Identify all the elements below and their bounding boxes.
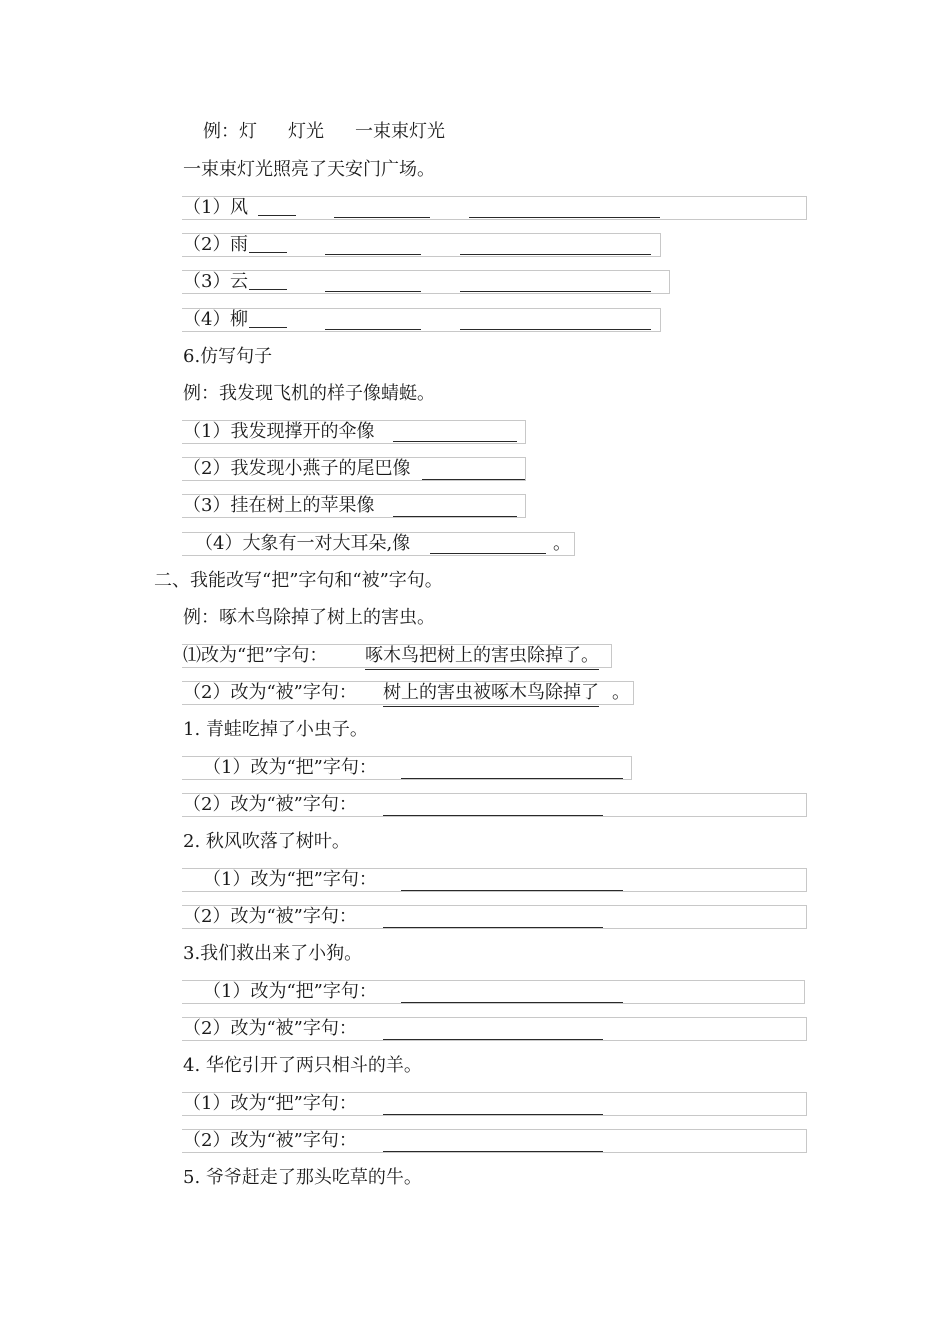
- q1-ba-blank[interactable]: [401, 778, 623, 779]
- question-3: 3.我们救出来了小狗。: [183, 943, 363, 964]
- word-num-4: （4）: [183, 309, 231, 330]
- sentence-prompt-2: （2）我发现小燕子的尾巴像: [183, 458, 411, 479]
- word-char-4: 柳: [230, 309, 248, 330]
- sentence-end-4: 。: [553, 533, 571, 554]
- q4-ba-label: （1）改为“把”字句：: [183, 1093, 357, 1114]
- q2-ba-blank[interactable]: [401, 890, 623, 891]
- word-num-3: （3）: [183, 271, 231, 292]
- example-bei-label: （2）改为“被”字句：: [183, 682, 357, 703]
- word-blank-2a[interactable]: [249, 252, 287, 253]
- word-num-1: （1）: [183, 197, 231, 218]
- q2-bei-blank[interactable]: [383, 927, 603, 928]
- q1-bei-blank[interactable]: [383, 815, 603, 816]
- word-blank-4b[interactable]: [325, 329, 421, 330]
- word-blank-1b[interactable]: [334, 217, 430, 218]
- q3-bei-label: （2）改为“被”字句：: [183, 1018, 357, 1039]
- word-blank-3b[interactable]: [325, 291, 421, 292]
- word-char-2: 雨: [230, 234, 248, 255]
- sentence-blank-3[interactable]: [393, 516, 517, 517]
- q3-ba-blank[interactable]: [401, 1002, 623, 1003]
- question-4: 4. 华佗引开了两只相斗的羊。: [183, 1055, 422, 1076]
- example-label: 例：灯: [203, 121, 257, 142]
- sentence-blank-2[interactable]: [422, 479, 525, 480]
- sentence-prompt-4: （4）大象有一对大耳朵,像: [195, 533, 411, 554]
- example-bei-end: 。: [612, 682, 630, 703]
- q4-bei-label: （2）改为“被”字句：: [183, 1130, 357, 1151]
- word-num-2: （2）: [183, 234, 231, 255]
- q3-bei-blank[interactable]: [383, 1039, 603, 1040]
- q1-bei-label: （2）改为“被”字句：: [183, 794, 357, 815]
- word-blank-3c[interactable]: [460, 291, 651, 292]
- sentence-prompt-1: （1）我发现撑开的伞像: [183, 421, 375, 442]
- q2-ba-label: （1）改为“把”字句：: [203, 869, 377, 890]
- question-1: 1. 青蛙吃掉了小虫子。: [183, 719, 368, 740]
- word-char-3: 云: [230, 271, 248, 292]
- example-word-3: 一束束灯光: [355, 121, 445, 142]
- example-ba-label: ⑴改为“把”字句：: [183, 645, 328, 666]
- q1-ba-label: （1）改为“把”字句：: [203, 757, 377, 778]
- sentence-blank-1[interactable]: [393, 441, 517, 442]
- example-word-2: 灯光: [288, 121, 324, 142]
- word-blank-4c[interactable]: [460, 329, 651, 330]
- word-blank-4a[interactable]: [249, 327, 287, 328]
- word-blank-2c[interactable]: [460, 254, 651, 255]
- q4-bei-blank[interactable]: [383, 1151, 603, 1152]
- word-blank-1a[interactable]: [258, 215, 296, 216]
- q3-ba-label: （1）改为“把”字句：: [203, 981, 377, 1002]
- example-ba-answer: 啄木鸟把树上的害虫除掉了。: [365, 644, 599, 670]
- sentence-blank-4[interactable]: [430, 553, 546, 554]
- section2-title: 二、我能改写“把”字句和“被”字句。: [154, 570, 443, 591]
- example-bei-answer: 树上的害虫被啄木鸟除掉了: [383, 681, 599, 707]
- word-blank-3a[interactable]: [249, 289, 287, 290]
- example-sentence: 一束束灯光照亮了天安门广场。: [183, 159, 435, 180]
- section6-title: 6.仿写句子: [183, 346, 273, 367]
- word-blank-1c[interactable]: [469, 217, 660, 218]
- section6-example: 例：我发现飞机的样子像蜻蜓。: [183, 383, 435, 404]
- q2-bei-label: （2）改为“被”字句：: [183, 906, 357, 927]
- question-5: 5. 爷爷赶走了那头吃草的牛。: [183, 1167, 422, 1188]
- sentence-prompt-3: （3）挂在树上的苹果像: [183, 495, 375, 516]
- q4-ba-blank[interactable]: [383, 1114, 603, 1115]
- question-2: 2. 秋风吹落了树叶。: [183, 831, 350, 852]
- word-char-1: 风: [230, 197, 248, 218]
- section2-example: 例：啄木鸟除掉了树上的害虫。: [183, 607, 435, 628]
- word-blank-2b[interactable]: [325, 254, 421, 255]
